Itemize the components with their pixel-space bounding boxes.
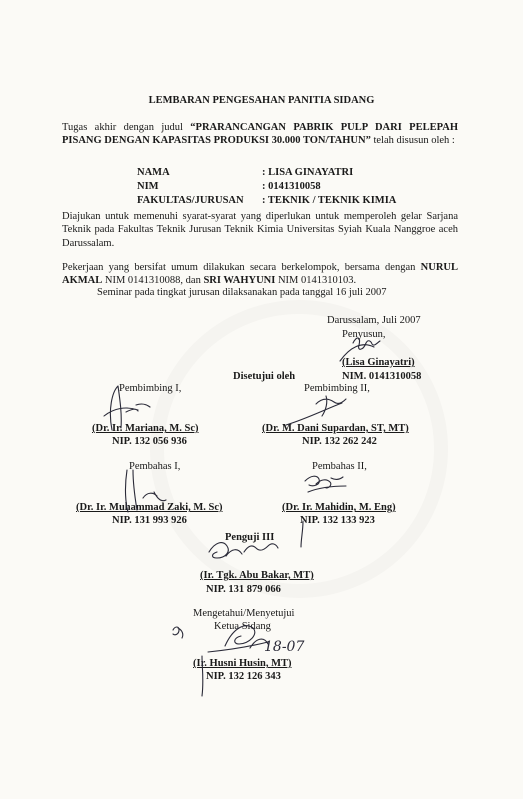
penguji3-name: (Ir. Tgk. Abu Bakar, MT) — [200, 570, 314, 581]
pembahas2-nip: NIP. 132 133 923 — [300, 515, 375, 526]
ketua-initial-mark — [173, 627, 183, 638]
pembimbing1-name: (Dr. Ir. Mariana, M. Sc) — [92, 423, 199, 434]
pembimbing2-nip: NIP. 132 262 242 — [302, 436, 377, 447]
author-nim: NIM. 0141310058 — [342, 371, 422, 382]
identity-row: NIM : 0141310058 — [137, 181, 321, 192]
ketua-handwritten-date: 18-07 — [264, 639, 305, 655]
pembahas1-name: (Dr. Ir. Muhammad Zaki, M. Sc) — [76, 502, 223, 513]
seminar-line: Seminar pada tingkat jurusan dilaksanakan pada tanggal 16 juli 2007 — [97, 287, 387, 298]
pembimbing2-name: (Dr. M. Dani Supardan, ST, MT) — [262, 423, 409, 434]
place-date: Darussalam, Juli 2007 — [327, 315, 421, 326]
author-identity — [137, 167, 396, 209]
pembahas1-role: Pembahas I, — [129, 461, 181, 472]
pembimbing1-role: Pembimbing I, — [119, 383, 182, 394]
ketua-nip: NIP. 132 126 343 — [206, 671, 281, 682]
identity-row: NAMA : LISA GINAYATRI — [137, 167, 354, 178]
pembimbing2-role: Pembimbing II, — [304, 383, 370, 394]
author-name: (Lisa Ginayatri) — [342, 357, 415, 368]
group-paragraph: Pekerjaan yang bersifat umum dilakukan secara berkelompok, bersama dengan NURUL AKMAL NIM 0141310088, dan SRI WAHYUNI NIM 0141310103. — [62, 262, 458, 287]
pembahas1-nip: NIP. 131 993 926 — [112, 515, 187, 526]
ketua-name: (Ir. Husni Husin, MT) — [193, 658, 292, 669]
ketua-role1: Mengetahui/Menyetujui — [193, 608, 295, 619]
approved-label: Disetujui oleh — [233, 371, 296, 382]
ketua-role2: Ketua Sidang — [214, 621, 271, 632]
pembahas2-role: Pembahas II, — [312, 461, 367, 472]
purpose-paragraph: Diajukan untuk memenuhi syarat-syarat yang diperlukan untuk memperoleh gelar Sarjana Teknik pada Fakultas Teknik Jurusan Teknik Kimia Universitas Syiah Kuala Nanggroe aceh Darussalam. — [62, 211, 458, 249]
pembimbing1-nip: NIP. 132 056 936 — [112, 436, 187, 447]
page-title: LEMBARAN PENGESAHAN PANITIA SIDANG — [148, 95, 375, 106]
project-title: “PRARANCANGAN PABRIK PULP DARI PELEPAH PISANG DENGAN KAPASITAS PRODUKSI 30.000 TON/TAHUN” — [62, 122, 458, 147]
intro-paragraph: Tugas akhir dengan judul “PRARANCANGAN PABRIK PULP DARI PELEPAH PISANG DENGAN KAPASITAS PRODUKSI 30.000 TON/TAHUN” telah disusun oleh : — [62, 122, 458, 147]
penguji3-role: Penguji III — [225, 532, 275, 543]
author-role: Penyusun, — [342, 329, 386, 340]
identity-row: FAKULTAS/JURUSAN : TEKNIK / TEKNIK KIMIA — [137, 195, 397, 206]
pembahas2-name: (Dr. Ir. Mahidin, M. Eng) — [282, 502, 396, 513]
faded-stamp — [150, 300, 448, 598]
penguji3-nip: NIP. 131 879 066 — [206, 584, 281, 595]
